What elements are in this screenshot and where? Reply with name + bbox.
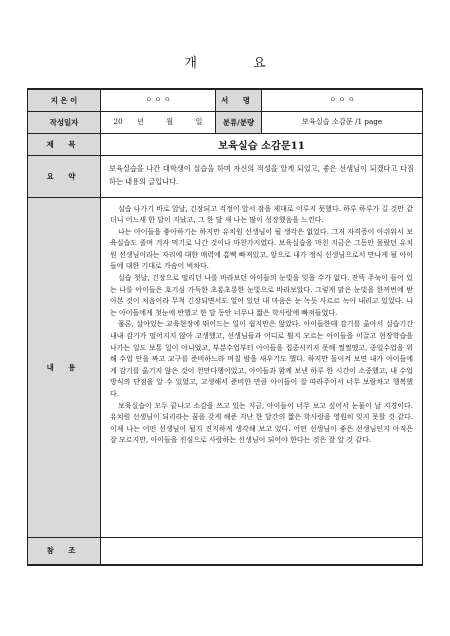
content-paragraph: 물론, 살아있는 교육현장에 뛰어드는 일이 쉽지만은 않았다. 아이들한테 감기를 옮아서 실습기간 내내 감기가 떨어지지 않아 고생했고, 선생님들과 어디로 튈지 모르는 아이들을 이끌고 현장학습을 나가는 일도 보통 일이 아니었고, 부분수업부터 아이들을 집중시키지 못해 쩔쩔맸고, 종일수업을 위해 수업 안을 짜고 교구를 준비하느라 며칠 밤을 새우기도 했다. 하지만 돌이켜 보면 내가 아이들에게 감기를 옮기지 않은 것이 천만다행이었고, 아이들과 함께 보낸 하루 한 시간이 소중했고, 내 수업방식의 단점을 알 수 있었고, 고생해서 준비한 만큼 아이들이 잘 따라주어서 너무 보람차고 행복했다. (110, 320, 413, 398)
author-label: 지 은 이 (28, 89, 101, 111)
date-year-number: 20 (113, 117, 123, 126)
summary-row (28, 155, 423, 197)
content-label: 내 용 (28, 197, 101, 537)
content-paragraph: 나는 아이들을 좋아하기는 하지만 유치원 선생님이 될 생각은 없었다. 그저 자격증이 아쉬워서 보육실습도 졸며 겨자 먹기로 나간 것이나 마찬가지였다. 보육실습을 마친 지금은 그동안 몰랐던 유치원 선생님이라는 자리에 대한 매력에 흠뻑 빠져있고, 앞으로 내가 정식 선생님으로서 만나게 될 아이들에 대한 기대로 가슴이 벅차다. (110, 227, 413, 271)
date-value (101, 111, 216, 133)
summary-label: 요 약 (28, 155, 101, 197)
book-name-value: ㅇ ㅇ ㅇ (262, 89, 423, 111)
date-month-unit: 월 (166, 117, 174, 126)
reference-row (28, 537, 423, 565)
content-paragraph: 실습 나가기 바로 앞날, 긴장되고 걱정이 앞서 잠을 제대로 이루지 못했다. 하루 하루가 길 것만 같더니 어느새 한 달이 지났고, 그 한 달 새 나는 많이 성장했음을 느낀다. (110, 204, 413, 225)
date-row (28, 111, 423, 133)
subject-label: 제 목 (28, 133, 101, 155)
category-label: 분류/분량 (216, 111, 262, 133)
date-day-unit: 일 (195, 117, 203, 126)
subject-value: 보육실습 소감문11 (101, 133, 423, 155)
book-name-label: 서 명 (216, 89, 262, 111)
content-paragraph: 실습 첫날, 긴장으로 떨리던 나를 바라보던 아이들의 눈빛을 잊을 수가 없다. 잔뜩 주눅이 들어 있는 나를 아이들은 호기심 가득한 초롱초롱한 눈빛으로 바라보았다. 그렇게 맑은 눈빛을 한꺼번에 받아본 것이 처음이라 무척 긴장되면서도 얼어 있던 내 마음은 눈 녹듯 사르르 녹아 내리고 있었다. 나는 아이들에게 첫눈에 반했고 한 달 동안 너무나 짧은 학사랑에 빠져들었다. (110, 274, 413, 317)
author-value: ㅇ ㅇ ㅇ (101, 89, 216, 111)
subject-row (28, 133, 423, 155)
content-paragraph: 보육실습이 모두 끝나고 소감을 쓰고 있는 지금, 아이들이 너무 보고 싶어서 눈물이 날 지경이다. 유치원 선생님이 되리라는 꿈을 갖게 해준 지난 한 달간의 짧은 학사랑을 영원히 잊지 못할 것 같다. 이제 나는 어떤 선생님이 될지 진지하게 생각해 보고 있다. 어떤 선생님이 좋은 선생님인지 아직은 잘 모르지만, 아이들을 진심으로 사랑하는 선생님이 되어야 한다는 것은 잘 알 것 같다. (110, 401, 413, 445)
summary-form-table (27, 88, 423, 566)
summary-value: 보육실습을 나간 대학생이 실습을 하며 자신의 적성을 알게 되었고, 좋은 선생님이 되겠다고 다짐하는 내용의 글입니다. (101, 155, 423, 197)
reference-label: 참 조 (28, 537, 101, 565)
reference-value (101, 537, 423, 565)
content-row (28, 197, 423, 537)
content-body (101, 197, 423, 537)
author-row (28, 89, 423, 111)
document-title: 개 요 (184, 56, 292, 71)
date-year-unit: 년 (137, 117, 144, 126)
date-label: 작성일자 (28, 111, 101, 133)
category-value: 보육실습 소감문 /1 page (262, 111, 423, 133)
